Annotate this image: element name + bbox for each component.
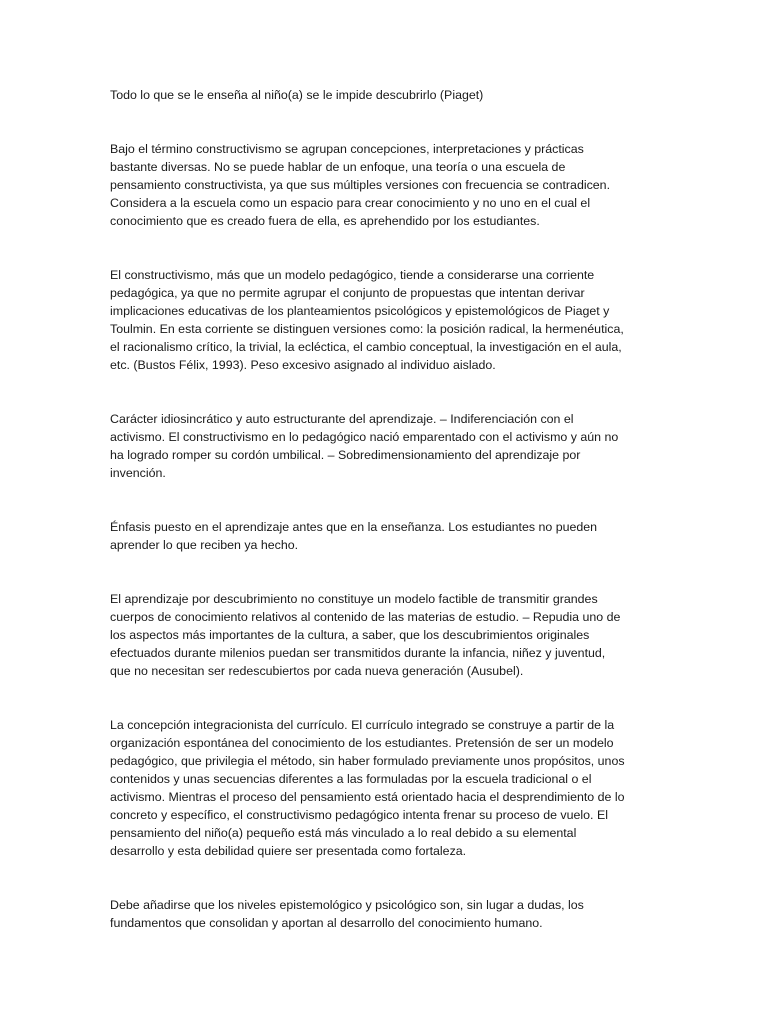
text-line: Debe añadirse que los niveles epistemológico y psicológico son, sin lugar a dudas, los xyxy=(110,898,584,912)
paragraph xyxy=(110,266,662,374)
paragraph xyxy=(110,716,662,860)
paragraph xyxy=(110,410,662,482)
text-line: implicaciones educativas de los planteamientos psicológicos y epistemológicos de Piaget y xyxy=(110,304,610,318)
text-line: etc. (Bustos Félix, 1993). Peso excesivo asignado al individuo aislado. xyxy=(110,358,496,372)
text-line: bastante diversas. No se puede hablar de un enfoque, una teoría o una escuela de xyxy=(110,160,566,174)
text-line: Bajo el término constructivismo se agrupan concepciones, interpretaciones y prácticas xyxy=(110,142,584,156)
text-line: conocimiento que es creado fuera de ella, es aprehendido por los estudiantes. xyxy=(110,214,540,228)
paragraph xyxy=(110,590,662,680)
paragraph xyxy=(110,896,662,932)
text-line: activismo. El constructivismo en lo pedagógico nació emparentado con el activismo y aún no xyxy=(110,430,619,444)
text-line: efectuados durante milenios puedan ser transmitidos durante la infancia, niñez y juventud, xyxy=(110,646,606,660)
text-line: activismo. Mientras el proceso del pensamiento está orientado hacia el desprendimiento de lo xyxy=(110,790,625,804)
text-line: pedagógico, que privilegia el método, sin haber formulado previamente unos propósitos, unos xyxy=(110,754,625,768)
text-line: que no necesitan ser redescubiertos por cada nueva generación (Ausubel). xyxy=(110,664,524,678)
text-line: fundamentos que consolidan y aportan al desarrollo del conocimiento humano. xyxy=(110,916,543,930)
text-line: ha logrado romper su cordón umbilical. – Sobredimensionamiento del aprendizaje por xyxy=(110,448,581,462)
text-line: invención. xyxy=(110,466,166,480)
text-line: pensamiento del niño(a) pequeño está más vinculado a lo real debido a su elemental xyxy=(110,826,577,840)
text-line: El aprendizaje por descubrimiento no constituye un modelo factible de transmitir grandes xyxy=(110,592,598,606)
text-line: Toulmin. En esta corriente se distinguen versiones como: la posición radical, la hermenéutica, xyxy=(110,322,624,336)
text-line: Carácter idiosincrático y auto estructurante del aprendizaje. – Indiferenciación con el xyxy=(110,412,574,426)
paragraph xyxy=(110,518,662,554)
document-title: Todo lo que se le enseña al niño(a) se le impide descubrirlo (Piaget) xyxy=(110,88,484,102)
text-line: concreto y específico, el constructivismo pedagógico intenta frenar su proceso de vuelo. El xyxy=(110,808,608,822)
text-line: aprender lo que reciben ya hecho. xyxy=(110,538,299,552)
text-line: Considera a la escuela como un espacio para crear conocimiento y no uno en el cual el xyxy=(110,196,591,210)
text-line: el racionalismo crítico, la trivial, la ecléctica, el cambio conceptual, la investigación en el aula, xyxy=(110,340,622,354)
text-line: pensamiento constructivista, ya que sus múltiples versiones con frecuencia se contradicen. xyxy=(110,178,611,192)
text-line: desarrollo y esta debilidad quiere ser presentada como fortaleza. xyxy=(110,844,467,858)
text-line: La concepción integracionista del currículo. El currículo integrado se construye a partir de la xyxy=(110,718,615,732)
text-line: cuerpos de conocimiento relativos al contenido de las materias de estudio. – Repudia uno de xyxy=(110,610,621,624)
document-body xyxy=(110,86,662,968)
text-line: organización espontánea del conocimiento de los estudiantes. Pretensión de ser un modelo xyxy=(110,736,614,750)
text-line: Énfasis puesto en el aprendizaje antes que en la enseñanza. Los estudiantes no pueden xyxy=(110,520,598,534)
text-line: contenidos y unas secuencias diferentes a las formuladas por la escuela tradicional o el xyxy=(110,772,592,786)
paragraph xyxy=(110,140,662,230)
text-line: pedagógica, ya que no permite agrupar el conjunto de propuestas que intentan derivar xyxy=(110,286,585,300)
text-line: El constructivismo, más que un modelo pedagógico, tiende a considerarse una corriente xyxy=(110,268,595,282)
text-line: los aspectos más importantes de la cultura, a saber, que los descubrimientos originales xyxy=(110,628,590,642)
